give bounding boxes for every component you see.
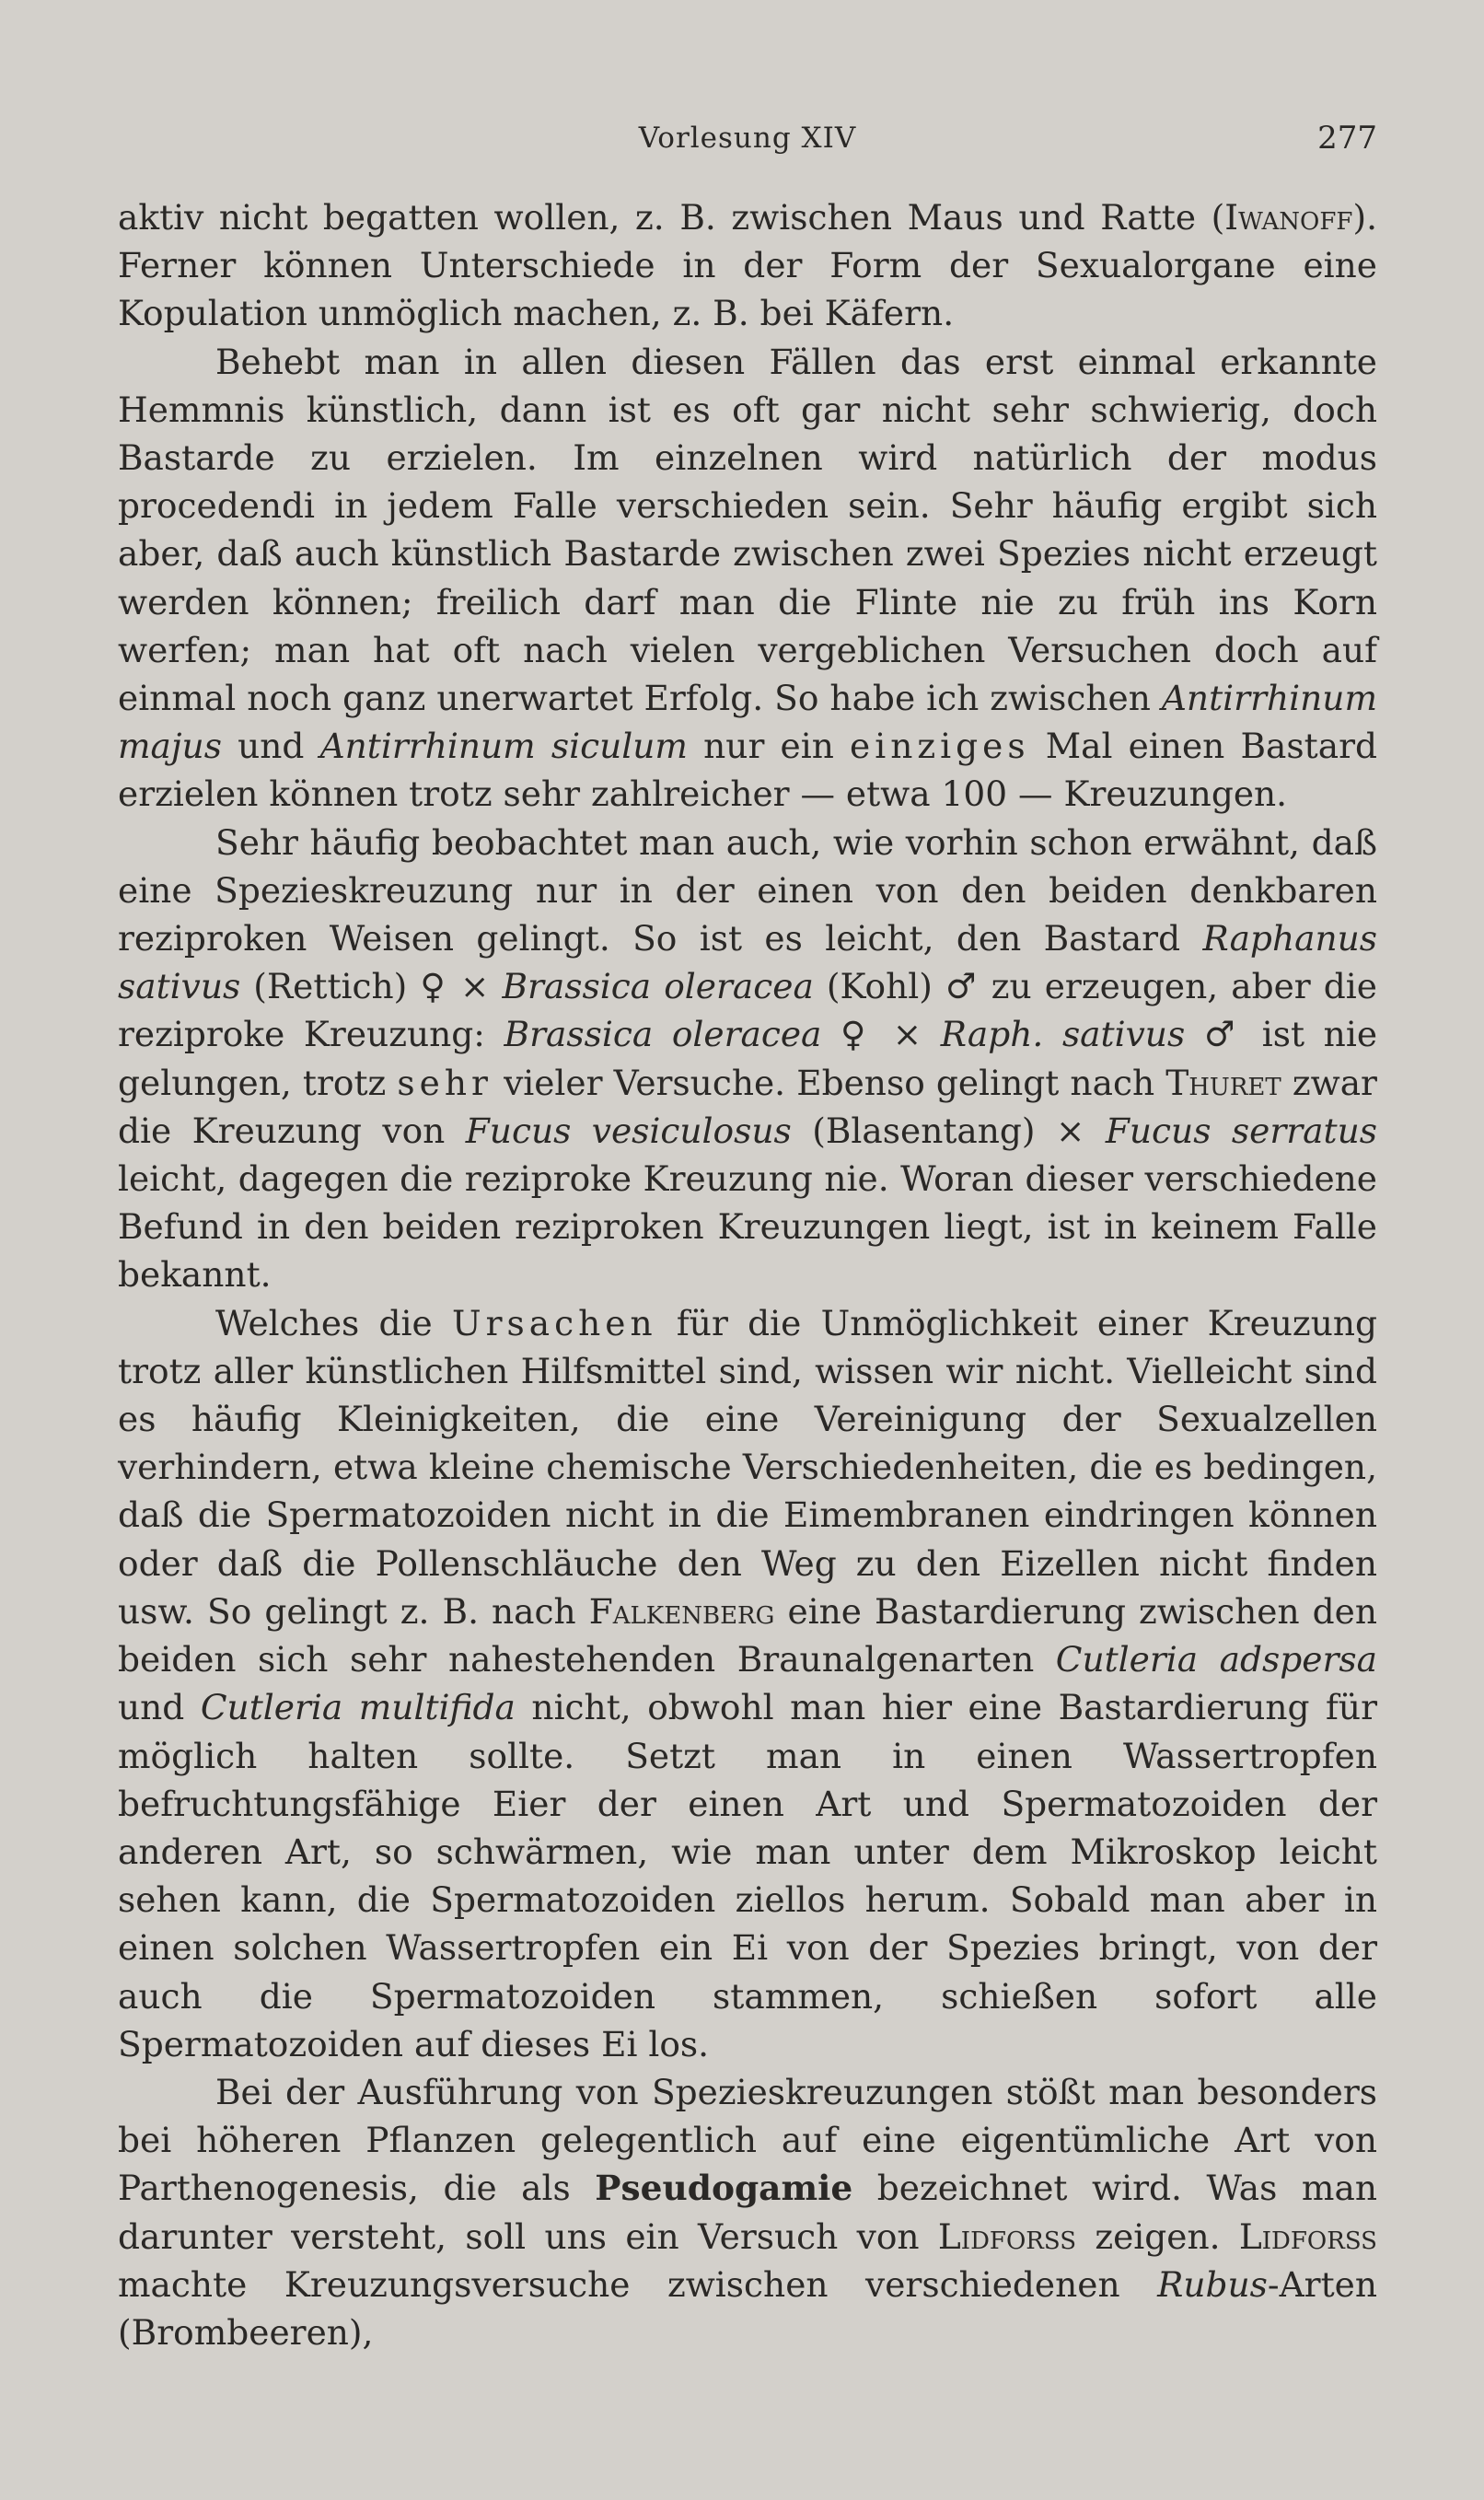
text-run: Behebt man in allen diesen Fällen das erst einmal erkannte Hemmnis künstlich, dann ist es oft gar nicht sehr schwierig, doch Bastarde zu erzielen. Im einzelnen wird natürlich der modus procedendi in jedem Falle verschieden sein. Sehr häufig ergibt sich aber, daß auch künstlich Bastarde zwischen zwei Spezies nicht erzeugt werden können; freilich darf man die Flinte nie zu früh ins Korn werfen; man hat oft nach vielen vergeblichen Versuchen doch auf einmal noch ganz unerwartet Erfolg. So habe ich zwischen — [118, 341, 1377, 719]
text-run-sp: Ursachen — [452, 1302, 657, 1343]
text-run: Mal einen Bastard erzielen können trotz sehr zahlreicher — etwa 100 — Kreuzungen. — [118, 726, 1377, 815]
text-run-i: Cutleria adspersa — [1055, 1639, 1377, 1680]
text-run: leicht, dagegen die reziproke Kreuzung nie. Woran dieser verschiedene Befund in den beiden reziproken Kreuzungen liegt, ist in keinem Falle bekannt. — [118, 1158, 1377, 1296]
text-run: ♀ × — [821, 1014, 941, 1055]
text-run: -Arten (Brombeeren), — [118, 2263, 1377, 2353]
text-run: zwar die Kreuzung von — [118, 1062, 1377, 1151]
text-run: für die Unmöglichkeit einer Kreuzung trotz aller künstlichen Hilfsmittel sind, wissen wir nicht. Vielleicht sind es häufig Kleinigkeiten, die eine Vereinigung der Sexualzellen verhindern, etwa kleine chemische Verschiedenheiten, die es bedingen, daß die Spermatozoiden nicht in die Eimembranen eindringen können oder daß die Pollenschläuche den Weg zu den Eizellen nicht finden usw. So gelingt z. B. nach — [118, 1302, 1378, 1632]
text-run: Welches die — [215, 1302, 453, 1343]
text-run-i: Brassica oleracea — [502, 966, 814, 1007]
text-run: aktiv nicht begatten wollen, z. B. zwischen Maus und Ratte ( — [118, 197, 1225, 238]
text-run-sp: sehr — [397, 1062, 493, 1103]
text-run: bezeichnet wird. Was man darunter versteht, soll uns ein Versuch von — [118, 2168, 1377, 2257]
text-run-sc: Iwanoff — [1224, 197, 1353, 238]
text-run-i: Raph. sativus — [940, 1014, 1186, 1055]
text-run-b: Pseudogamie — [595, 2168, 853, 2209]
text-run-i: Cutleria multifida — [200, 1687, 516, 1728]
running-title: Vorlesung XIV — [638, 122, 857, 155]
text-run: Sehr häufig beobachtet man auch, wie vorhin schon erwähnt, daß eine Spezieskreuzung nur in der einen von den beiden denkbaren reziproken Weisen gelingt. So ist es leicht, den Bastard — [118, 821, 1377, 959]
text-run: ). Ferner können Unterschiede in der Form der Sexualorgane eine Kopulation unmöglich machen, z. B. bei Käfern. — [118, 197, 1377, 334]
text-run: zeigen. — [1076, 2215, 1239, 2257]
body-text — [118, 193, 1377, 2356]
text-run: (Kohl) ♂ zu erzeugen, aber die reziproke Kreuzung: — [118, 966, 1377, 1055]
text-run-i: Brassica oleracea — [504, 1014, 822, 1055]
text-run: und — [221, 726, 320, 767]
text-run-sc: Lidforss — [1238, 2215, 1377, 2257]
text-run-sc: Lidforss — [937, 2215, 1077, 2257]
text-run: nur ein — [688, 726, 851, 767]
text-run: und — [118, 1687, 201, 1728]
text-run-i: Antirrhinum majus — [118, 678, 1377, 767]
text-run: vieler Versuche. Ebenso gelingt nach — [492, 1062, 1166, 1103]
text-run-i: Fucus vesiculosus — [465, 1110, 792, 1151]
text-run-i: Rubus — [1157, 2263, 1268, 2305]
text-run: Bei der Ausführung von Spezieskreuzungen stößt man besonders bei höheren Pflanzen gelegentlich auf eine eigentümliche Art von Parthenogenesis, die als — [118, 2071, 1377, 2209]
paragraph — [118, 338, 1377, 819]
paragraph — [118, 819, 1377, 1299]
text-run-i: Raphanus sativus — [118, 918, 1377, 1007]
text-run: (Rettich) ♀ × — [240, 966, 503, 1007]
page-number: 277 — [1317, 120, 1377, 157]
text-run-sc: Falkenberg — [588, 1590, 775, 1632]
text-run-i: Antirrhinum siculum — [319, 726, 688, 767]
text-run: eine Bastardierung zwischen den beiden sich sehr nahestehenden Braunalgenarten — [118, 1590, 1378, 1680]
page-header — [118, 118, 1377, 162]
paragraph — [118, 193, 1377, 338]
text-run: nicht, obwohl man hier eine Bastardierung für möglich halten sollte. Setzt man in einen Wassertropfen befruchtungsfähige Eier der einen Art und Spermatozoiden der anderen Art, so schwärmen, wie man unter dem Mikroskop leicht sehen kann, die Spermatozoiden ziellos herum. Sobald man aber in einen solchen Wassertropfen ein Ei von der Spezies bringt, von der auch die Spermatozoiden stammen, schießen sofort alle Spermatozoiden auf dieses Ei los. — [118, 1687, 1377, 2064]
text-run: machte Kreuzungsversuche zwischen verschiedenen — [118, 2263, 1158, 2305]
text-run-sp: einziges — [850, 726, 1030, 767]
paragraph — [118, 1299, 1377, 2068]
text-run: (Blasentang) × — [791, 1110, 1106, 1151]
text-run-sc: Thuret — [1165, 1062, 1281, 1103]
paragraph — [118, 2068, 1377, 2356]
text-run-i: Fucus serratus — [1105, 1110, 1377, 1151]
text-run: ♂ ist nie gelungen, trotz — [118, 1014, 1378, 1103]
